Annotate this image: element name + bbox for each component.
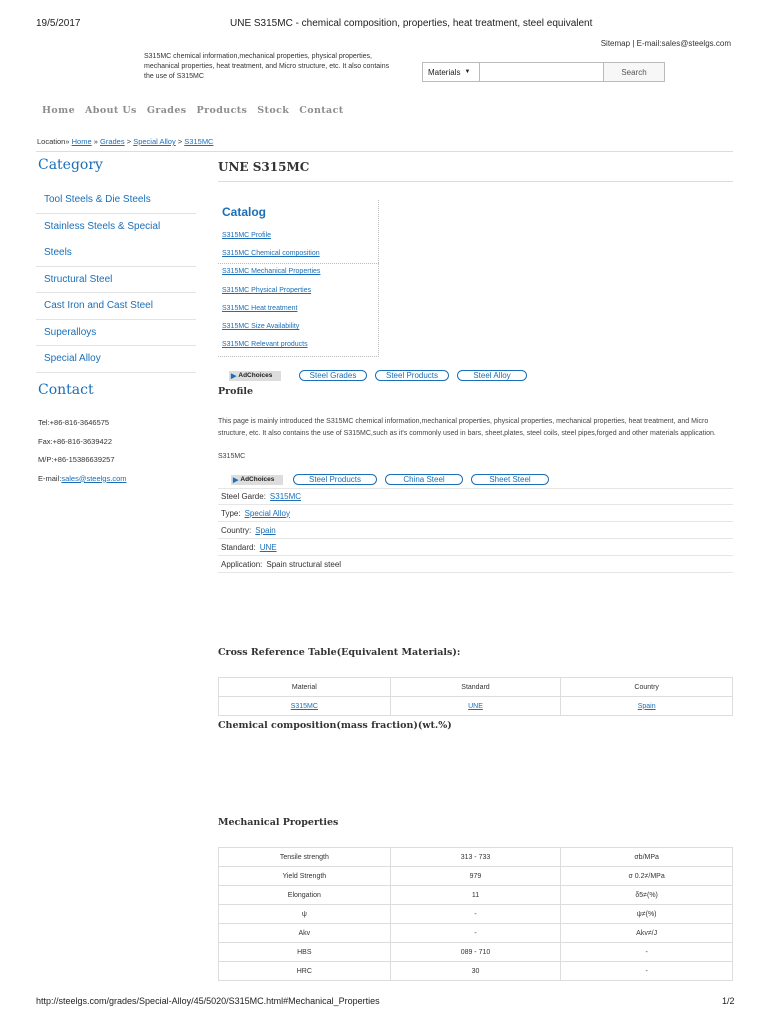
search-input[interactable] <box>480 62 604 82</box>
table-row <box>219 962 733 981</box>
table-row <box>219 697 733 716</box>
table-cell: ψ <box>219 905 391 924</box>
spec-row-grade <box>218 488 733 505</box>
table-cell <box>390 697 561 716</box>
table-row <box>219 924 733 943</box>
catalog-link-heat-treatment[interactable]: S315MC Heat treatment <box>222 305 298 312</box>
table-header-cell: Standard <box>390 678 561 697</box>
table-cell: 979 <box>390 867 561 886</box>
sidebar-item-special-alloy[interactable]: Special Alloy <box>36 346 196 373</box>
divider <box>218 181 733 182</box>
table-cell: HRC <box>219 962 391 981</box>
breadcrumb-sep: > <box>177 137 183 146</box>
adchoices-badge[interactable] <box>229 371 281 381</box>
chevron-down-icon: ▼ <box>464 69 471 75</box>
catalog-link-physical[interactable]: S315MC Physical Properties <box>222 287 312 294</box>
catalog-link-products[interactable]: S315MC Relevant products <box>222 341 308 348</box>
profile-text: This page is mainly introduced the S315MC chemical information,mechanical properties, physical properties, mechanical properties, heat treatment, and Micro structure, etc. It also contains the use of S315MC,such as it's commonly used in bars, sheet,plates, steel coils, steel pipes,forged and other materials application. <box>218 418 716 437</box>
table-header-cell: Country <box>561 678 733 697</box>
breadcrumb-prefix: Location» <box>37 137 70 146</box>
catalog-box <box>218 200 379 357</box>
table-cell <box>219 697 391 716</box>
breadcrumb-special-alloy[interactable]: Special Alloy <box>133 137 176 146</box>
nav-grades[interactable]: Grades <box>146 105 187 116</box>
print-page-number: 1/2 <box>722 996 735 1006</box>
table-cell: 313 - 733 <box>390 848 561 867</box>
table-cell: Yield Strength <box>219 867 391 886</box>
site-intro: S315MC chemical information,mechanical properties, physical properties, mechanical properties, heat treatment, and Micro structure, etc. It also contains the use of S315MC <box>144 53 390 80</box>
spec-label: Country: <box>221 525 252 535</box>
spec-label: Type: <box>221 508 241 518</box>
spec-value-country[interactable]: Spain <box>255 525 276 535</box>
nav-stock[interactable]: Stock <box>257 105 290 116</box>
contact-tel: Tel:+86-816-3646575 <box>38 418 110 427</box>
breadcrumb-grades[interactable]: Grades <box>100 137 125 146</box>
table-cell: 089 - 710 <box>390 943 561 962</box>
top-links-separator: | <box>632 39 635 48</box>
sidebar-item-tool-steels[interactable]: Tool Steels & Die Steels <box>36 187 196 214</box>
cross-country-link[interactable]: Spain <box>637 702 656 710</box>
nav-home[interactable]: Home <box>42 105 76 116</box>
spec-row-country <box>218 522 733 539</box>
divider <box>218 263 379 264</box>
sidebar-item-cast-iron[interactable]: Cast Iron and Cast Steel <box>36 293 196 320</box>
spec-row-standard <box>218 539 733 556</box>
spec-label: Application: <box>221 559 263 569</box>
print-title: UNE S315MC - chemical composition, properties, heat treatment, steel equivalent <box>230 18 593 29</box>
search-bar <box>422 62 732 82</box>
contact-email-link[interactable]: sales@steelgs.com <box>61 473 127 483</box>
catalog-link-chemical[interactable]: S315MC Chemical composition <box>222 250 320 257</box>
breadcrumb <box>37 137 213 146</box>
table-cell: Akv≠/J <box>561 924 733 943</box>
table-cell: Akv <box>219 924 391 943</box>
ad-row <box>229 370 527 381</box>
spec-value-type[interactable]: Special Alloy <box>244 508 290 518</box>
contact-email <box>38 474 126 493</box>
cross-material-link[interactable]: S315MC <box>290 702 318 710</box>
category-list <box>36 187 196 373</box>
catalog-link-profile[interactable]: S315MC Profile <box>222 232 272 239</box>
table-cell: σb/MPa <box>561 848 733 867</box>
page-title: UNE S315MC <box>218 160 310 174</box>
play-icon: ▶ <box>233 476 239 484</box>
spec-label: Steel Garde: <box>221 492 266 501</box>
table-cell: - <box>390 905 561 924</box>
breadcrumb-sep: » <box>93 137 98 146</box>
search-category-value: Materials <box>428 67 461 77</box>
contact-fax: Fax:+86-816-3639422 <box>38 436 113 446</box>
nav-products[interactable]: Products <box>196 105 248 116</box>
ad-link[interactable]: Steel Alloy <box>457 370 527 381</box>
catalog-heading: Catalog <box>222 205 267 219</box>
search-button[interactable]: Search <box>604 62 665 82</box>
cross-reference-heading: Cross Reference Table(Equivalent Materials): <box>218 647 461 658</box>
print-date: 19/5/2017 <box>36 18 81 29</box>
spec-value-standard[interactable]: UNE <box>259 542 277 552</box>
chemical-heading: Chemical composition(mass fraction)(wt.%) <box>218 720 452 731</box>
cross-reference-table <box>218 677 733 716</box>
table-cell <box>561 697 733 716</box>
table-cell: - <box>561 962 733 981</box>
mechanical-table <box>218 847 733 981</box>
table-row <box>219 943 733 962</box>
contact-email-label: E-mail: <box>38 473 62 483</box>
cross-standard-link[interactable]: UNE <box>468 702 483 710</box>
sitemap-link[interactable]: Sitemap <box>600 39 631 48</box>
table-cell: Tensile strength <box>219 848 391 867</box>
profile-code: S315MC <box>218 453 246 460</box>
table-cell: ψ≠(%) <box>561 905 733 924</box>
spec-row-type <box>218 505 733 522</box>
sidebar-item-structural[interactable]: Structural Steel <box>36 267 196 294</box>
mechanical-heading: Mechanical Properties <box>218 817 339 828</box>
table-row <box>219 848 733 867</box>
table-header-cell: Material <box>219 678 391 697</box>
breadcrumb-home[interactable]: Home <box>71 137 92 146</box>
contact-list <box>38 418 126 492</box>
table-row <box>219 886 733 905</box>
table-cell: HBS <box>219 943 391 962</box>
main-nav <box>42 105 344 116</box>
ad-link[interactable]: China Steel <box>385 474 463 485</box>
table-row <box>219 867 733 886</box>
table-cell: - <box>561 943 733 962</box>
sidebar-item-stainless-cont[interactable]: Steels <box>36 240 196 267</box>
ad-link[interactable]: Steel Products <box>293 474 377 485</box>
email-label: E-mail: <box>636 39 662 48</box>
table-cell: δ5≠(%) <box>561 886 733 905</box>
adchoices-badge[interactable] <box>231 475 283 485</box>
spec-value-grade[interactable]: S315MC <box>269 492 302 501</box>
breadcrumb-sep: > <box>126 137 132 146</box>
search-category-select[interactable] <box>422 62 480 82</box>
sidebar-item-superalloys[interactable]: Superalloys <box>36 320 196 347</box>
print-url: http://steelgs.com/grades/Special-Alloy/45/5020/S315MC.html#Mechanical_Properties <box>36 996 380 1006</box>
top-links <box>601 39 731 48</box>
table-header-row <box>219 678 733 697</box>
divider <box>36 151 733 152</box>
profile-heading: Profile <box>218 386 254 397</box>
breadcrumb-current[interactable]: S315MC <box>184 137 214 146</box>
header-email-link[interactable]: sales@steelgs.com <box>661 39 731 48</box>
category-heading: Category <box>38 157 103 173</box>
ad-link[interactable]: Steel Products <box>375 370 449 381</box>
nav-about-us[interactable]: About Us <box>85 105 137 116</box>
table-cell: 11 <box>390 886 561 905</box>
catalog-link-mechanical[interactable]: S315MC Mechanical Properties <box>222 268 321 275</box>
nav-contact[interactable]: Contact <box>299 105 344 116</box>
table-cell: Elongation <box>219 886 391 905</box>
ad-link[interactable]: Steel Grades <box>299 370 367 381</box>
adchoices-label: AdChoices <box>238 372 273 379</box>
spec-list <box>218 488 733 573</box>
ad-row <box>231 474 549 485</box>
table-cell: σ 0.2≠/MPa <box>561 867 733 886</box>
table-cell: - <box>390 924 561 943</box>
catalog-link-size[interactable]: S315MC Size Availability <box>222 323 300 330</box>
sidebar-item-stainless[interactable]: Stainless Steels & Special <box>44 221 161 233</box>
adchoices-label: AdChoices <box>240 476 275 483</box>
ad-link[interactable]: Sheet Steel <box>471 474 549 485</box>
contact-mobile: M/P:+86-15386639257 <box>38 455 115 464</box>
spec-row-application <box>218 556 733 573</box>
table-row <box>219 905 733 924</box>
spec-value-application: Spain structural steel <box>266 559 342 569</box>
spec-label: Standard: <box>221 542 256 552</box>
table-cell: 30 <box>390 962 561 981</box>
play-icon: ▶ <box>231 372 237 380</box>
contact-heading: Contact <box>38 382 94 398</box>
